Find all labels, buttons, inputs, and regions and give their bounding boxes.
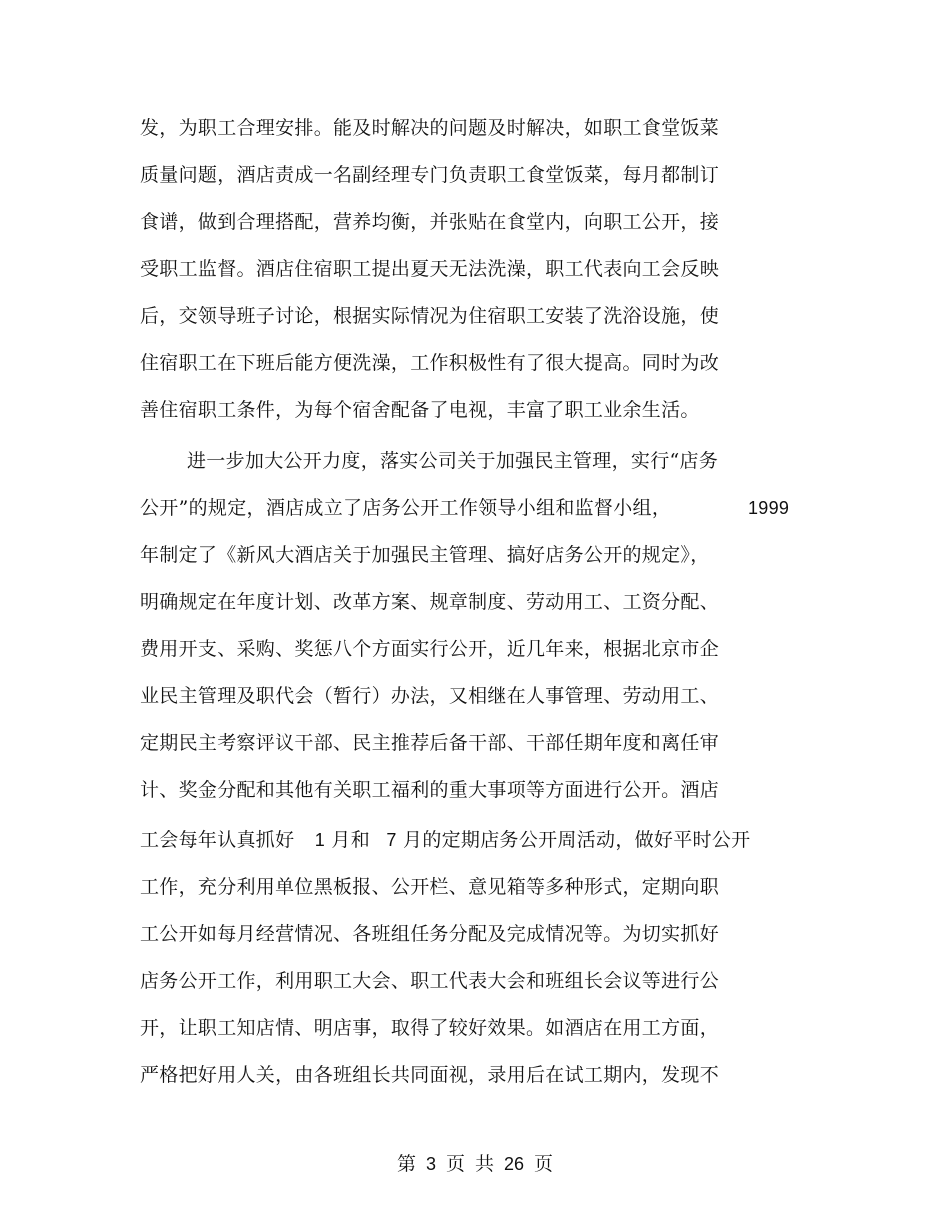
page-prefix: 第 xyxy=(396,1153,416,1175)
line-segment: 月的定期店务公开周活动，做好平时公开 xyxy=(403,829,751,851)
body-line: 费用开支、采购、奖惩八个方面实行公开，近几年来，根据北京市企 xyxy=(140,638,720,660)
page-footer xyxy=(0,1152,950,1176)
body-line: 工公开如每月经营情况、各班组任务分配及完成情况等。为切实抓好 xyxy=(140,923,720,945)
body-line: 年制定了《新风大酒店关于加强民主管理、搞好店务公开的规定》， xyxy=(140,544,710,566)
total-prefix: 共 xyxy=(474,1153,494,1175)
body-line: 质量问题，酒店责成一名副经理专门负责职工食堂饭菜，每月都制订 xyxy=(140,164,720,186)
body-line: 明确规定在年度计划、改革方案、规章制度、劳动用工、工资分配、 xyxy=(140,591,720,613)
total-pages-number: 26 xyxy=(504,1154,525,1174)
body-line: 定期民主考察评议干部、民主推荐后备干部、干部任期年度和离任审 xyxy=(140,732,720,754)
month-number: 1 xyxy=(314,830,326,850)
month-number: 7 xyxy=(386,830,397,850)
total-unit: 页 xyxy=(534,1153,554,1175)
year-number: 1999 xyxy=(748,498,790,518)
body-line: 善住宿职工条件，为每个宿舍配备了电视，丰富了职工业余生活。 xyxy=(140,399,700,421)
current-page-number: 3 xyxy=(425,1154,436,1174)
line-segment: 工会每年认真抓好 xyxy=(140,829,295,851)
body-line: 发，为职工合理安排。能及时解决的问题及时解决，如职工食堂饭菜 xyxy=(140,117,720,139)
page-unit: 页 xyxy=(445,1153,465,1175)
body-line: 业民主管理及职代会（暂行）办法，又相继在人事管理、劳动用工、 xyxy=(140,685,720,707)
body-line: 住宿职工在下班后能方便洗澡，工作积极性有了很大提高。同时为改 xyxy=(140,352,720,374)
body-line: 受职工监督。酒店住宿职工提出夏天无法洗澡，职工代表向工会反映 xyxy=(140,258,720,280)
body-line: 开，让职工知店情、明店事，取得了较好效果。如酒店在用工方面， xyxy=(140,1017,720,1039)
body-line: 食谱，做到合理搭配，营养均衡，并张贴在食堂内，向职工公开，接 xyxy=(140,211,720,233)
body-line: 计、奖金分配和其他有关职工福利的重大事项等方面进行公开。酒店 xyxy=(140,779,720,801)
body-line: 严格把好用人关，由各班组长共同面视，录用后在试工期内，发现不 xyxy=(140,1064,720,1086)
body-line xyxy=(140,828,750,852)
body-line: 后，交领导班子讨论，根据实际情况为住宿职工安装了洗浴设施，使 xyxy=(140,305,720,327)
paragraph-first-line: 进一步加大公开力度，落实公司关于加强民主管理，实行“店务 xyxy=(187,450,719,472)
body-line: 公开”的规定，酒店成立了店务公开工作领导小组和监督小组， xyxy=(140,497,672,519)
line-segment: 月和 xyxy=(331,829,371,851)
body-line: 店务公开工作，利用职工大会、职工代表大会和班组长会议等进行公 xyxy=(140,970,720,992)
body-line: 工作，充分利用单位黑板报、公开栏、意见箱等多种形式，定期向职 xyxy=(140,876,720,898)
